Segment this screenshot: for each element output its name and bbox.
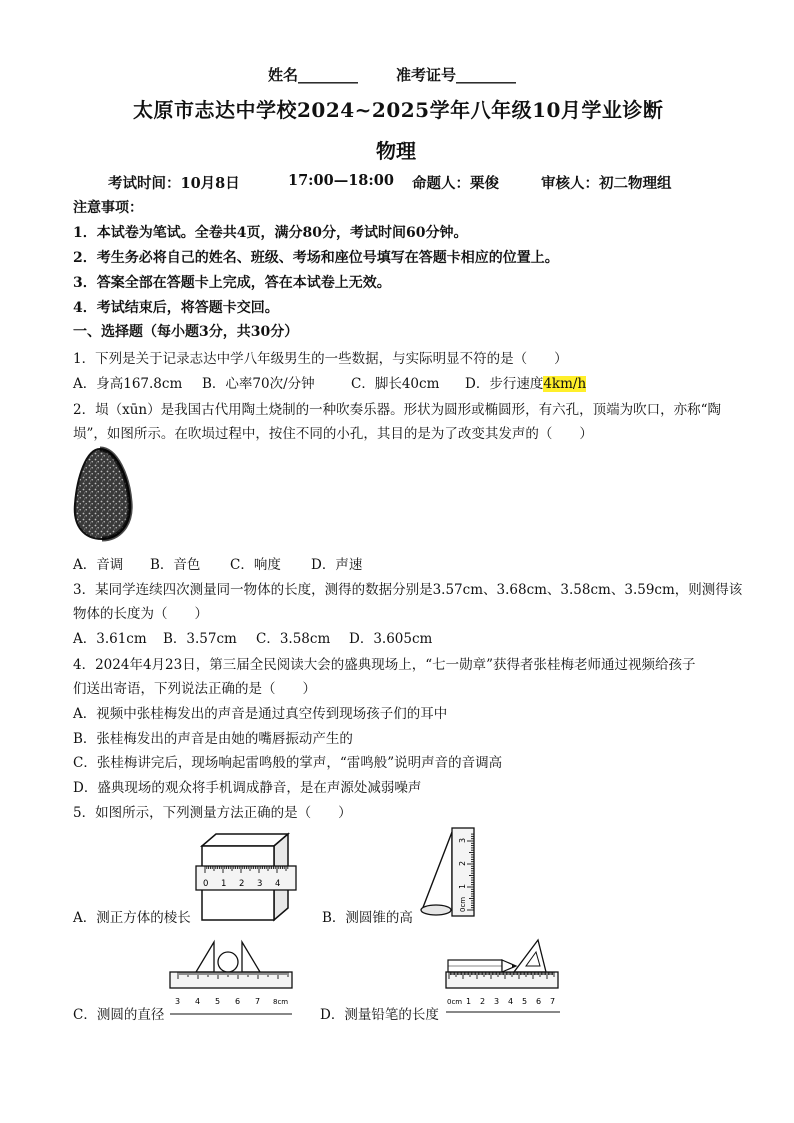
section-heading: 一、选择题（每小题3分，共30分） bbox=[73, 324, 299, 340]
q1-option-a: A．身高167.8cm bbox=[73, 376, 183, 392]
notes-heading: 注意事项： bbox=[73, 200, 143, 216]
figure-b-tick-label: 2 bbox=[458, 860, 467, 866]
q4-option-d: D．盛典现场的观众将手机调成静音，是在声源处减弱噪声 bbox=[73, 780, 422, 796]
figure-d-tick-label: 0cm bbox=[447, 998, 463, 1006]
q3-option-b: B．3.57cm bbox=[163, 631, 237, 647]
figure-b-cone-ruler bbox=[412, 826, 482, 918]
figure-d-tick-label: 5 bbox=[522, 997, 528, 1006]
figure-d-tick-label: 2 bbox=[480, 997, 486, 1006]
q3-option-c: C．3.58cm bbox=[256, 631, 331, 647]
figure-d-tick-labels bbox=[447, 997, 555, 1006]
q5-option-a: A．测正方体的棱长 bbox=[73, 910, 191, 926]
figure-c-tick-label: 4 bbox=[195, 997, 201, 1006]
figure-b-tick-label: 0cm bbox=[459, 896, 467, 912]
figure-b-tick-label: 3 bbox=[458, 837, 467, 843]
page-title: 太原市志达中学校2024~2025学年八年级10月学业诊断 bbox=[133, 98, 664, 122]
figure-c-tick-label: 3 bbox=[175, 997, 181, 1006]
q4-stem-line1: 4．2024年4月23日，第三届全民阅读大会的盛典现场上，“七一勋章”获得者张桂梅老师通过视频给孩子 bbox=[73, 657, 696, 673]
figure-d-tick-label: 3 bbox=[494, 997, 500, 1006]
q1-option-c: C．脚长40cm bbox=[351, 376, 440, 392]
figure-c-tick-label: 5 bbox=[215, 997, 221, 1006]
q4-option-b: B．张桂梅发出的声音是由她的嘴唇振动产生的 bbox=[73, 731, 353, 747]
figure-c-tick-label: 7 bbox=[255, 997, 261, 1006]
figure-d-tick-label: 6 bbox=[536, 997, 542, 1006]
q4-stem-line2: 们送出寄语，下列说法正确的是（ ） bbox=[73, 681, 316, 697]
q4-option-a: A．视频中张桂梅发出的声音是通过真空传到现场孩子们的耳中 bbox=[73, 706, 448, 722]
q2-option-a: A．音调 bbox=[73, 557, 124, 573]
q2-option-d: D．声速 bbox=[311, 557, 363, 573]
q1-option-b: B．心率70次/分钟 bbox=[202, 376, 315, 392]
q5-stem: 5．如图所示，下列测量方法正确的是（ ） bbox=[73, 805, 352, 821]
q1-option-d-text: D．步行速度 bbox=[465, 376, 544, 392]
note-item-4: 4．考试结束后，将答题卡交回。 bbox=[73, 300, 279, 316]
figure-c-tick-label: 6 bbox=[235, 997, 241, 1006]
figure-c-tick-label: 8cm bbox=[273, 998, 289, 1006]
name-field-label: 姓名________ bbox=[268, 66, 359, 84]
figure-b-tick-label: 1 bbox=[458, 883, 467, 889]
figure-a-tick-label: 3 bbox=[257, 879, 263, 889]
q2-option-c: C．响度 bbox=[230, 557, 281, 573]
q2-stem-line1: 2．埙（xūn）是我国古代用陶土烧制的一种吹奏乐器。形状为圆形或椭圆形，有六孔，顶端为吹口，亦称“陶 bbox=[73, 402, 721, 418]
q5-option-c: C．测圆的直径 bbox=[73, 1007, 165, 1023]
figure-a-tick-label: 1 bbox=[221, 879, 227, 889]
note-item-2: 2．考生务必将自己的姓名、班级、考场和座位号填写在答题卡相应的位置上。 bbox=[73, 250, 559, 266]
figure-c-circle-ruler bbox=[166, 938, 294, 1018]
q2-stem-line2: 埙”，如图所示。在吹埙过程中，按住不同的小孔，其目的是为了改变其发声的（ ） bbox=[73, 426, 593, 442]
q5-option-d: D．测量铅笔的长度 bbox=[320, 1007, 439, 1023]
xun-instrument-image bbox=[70, 446, 136, 542]
q3-stem-line1: 3．某同学连续四次测量同一物体的长度，测得的数据分别是3.57cm、3.68cm、3.58cm、3.59cm，则测得该 bbox=[73, 582, 743, 598]
q3-stem-line2: 物体的长度为（ ） bbox=[73, 606, 208, 622]
exam-period: 17:00—18:00 bbox=[288, 172, 394, 189]
q1-stem: 1．下列是关于记录志达中学八年级男生的一些数据，与实际明显不符的是（ ） bbox=[73, 351, 568, 367]
note-item-3: 3．答案全部在答题卡上完成，答在本试卷上无效。 bbox=[73, 275, 391, 291]
figure-d-tick-label: 7 bbox=[550, 997, 556, 1006]
figure-a-tick-label: 2 bbox=[239, 879, 245, 889]
figure-d-tick-label: 4 bbox=[508, 997, 514, 1006]
q5-option-b: B．测圆锥的高 bbox=[322, 910, 413, 926]
exam-author: 命题人：栗俊 bbox=[412, 175, 499, 192]
exam-reviewer: 审核人：初二物理组 bbox=[541, 175, 672, 192]
q3-option-d: D．3.605cm bbox=[349, 631, 433, 647]
figure-c-tick-labels bbox=[175, 997, 288, 1006]
exam-time: 考试时间：10月8日 bbox=[108, 175, 240, 192]
exam-number-field-label: 准考证号________ bbox=[396, 66, 517, 84]
q4-option-c: C．张桂梅讲完后，现场响起雷鸣般的掌声，“雷鸣般”说明声音的音调高 bbox=[73, 755, 503, 771]
q1-option-d bbox=[465, 372, 586, 392]
figure-a-tick-label: 0 bbox=[203, 879, 209, 889]
q3-option-a: A．3.61cm bbox=[73, 631, 147, 647]
q1-option-d-highlight: 4km/h bbox=[543, 376, 587, 392]
figure-a-tick-label: 4 bbox=[275, 879, 281, 889]
subject-title: 物理 bbox=[376, 139, 416, 163]
q2-option-b: B．音色 bbox=[150, 557, 201, 573]
figure-a-cube-ruler bbox=[192, 826, 302, 922]
figure-d-tick-label: 1 bbox=[466, 997, 472, 1006]
figure-d-pencil-ruler bbox=[442, 936, 564, 1018]
note-item-1: 1．本试卷为笔试。全卷共4页，满分80分，考试时间60分钟。 bbox=[73, 225, 468, 241]
